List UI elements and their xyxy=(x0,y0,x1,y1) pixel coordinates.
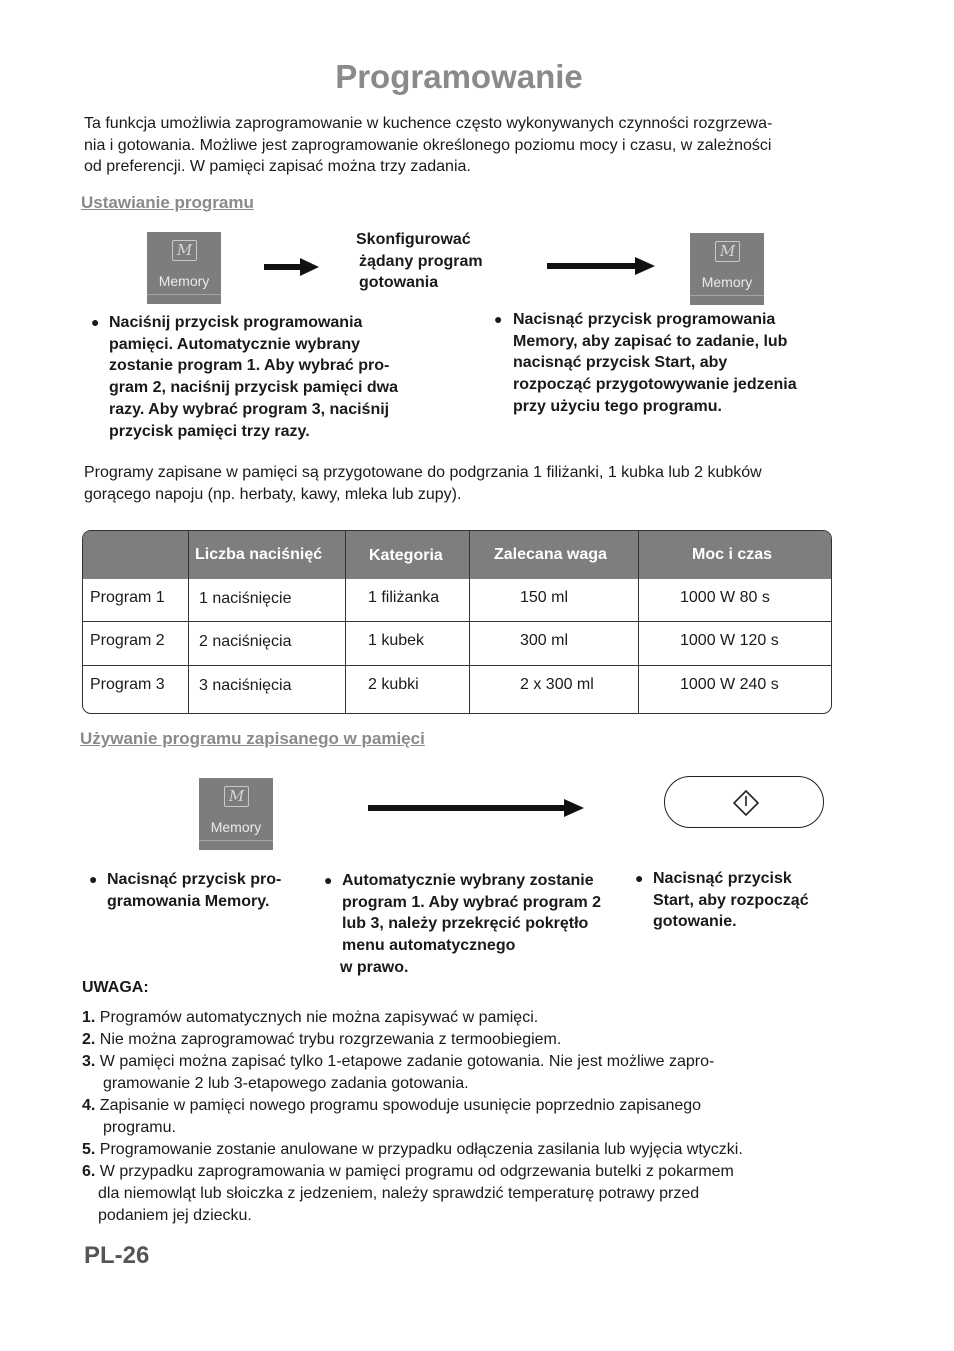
table-cell-presses: 1 naciśnięcie xyxy=(199,590,292,607)
configure-program-text xyxy=(356,229,483,294)
table-cell-presses: 3 naciśnięcia xyxy=(199,677,292,694)
note-text: W przypadku zaprogramowania w pamięci programu od odgrzewania butelki z pokarmem dla niemowląt lub słoiczka z jedzeniem, należy sprawdzić temperaturę potrawy przed podaniem jej dziecku. xyxy=(98,1163,734,1224)
intro-text: Ta funkcja umożliwia zaprogramowanie w kuchence często wykonywanych czynności rozgrzewa- nia i gotowania. Możliwe jest zaprogramowanie określonego poziomu mocy i czasu, w zależności od preferencji. W pamięci zapisać można trzy zadania. xyxy=(84,115,773,175)
note-number: 4. xyxy=(82,1097,96,1114)
memory-key-divider xyxy=(147,294,221,295)
table-cell-category: 2 kubki xyxy=(368,676,419,693)
table-cell-weight: 2 x 300 ml xyxy=(520,676,594,693)
table-divider xyxy=(83,621,831,622)
bullet-icon: ● xyxy=(494,311,503,327)
table-cell-presses: 2 naciśnięcia xyxy=(199,633,292,650)
arrow-right-icon xyxy=(547,256,657,276)
arrow-right-icon xyxy=(368,798,586,818)
bullet-icon: ● xyxy=(89,871,98,887)
use-step-3-text: Nacisnąć przycisk Start, aby rozpocząć gotowanie. xyxy=(653,870,809,931)
note-item xyxy=(82,1139,862,1161)
table-cell-weight: 150 ml xyxy=(520,589,569,606)
table-divider xyxy=(83,665,831,666)
memory-m-icon: M xyxy=(172,240,197,261)
arrow-right-icon xyxy=(264,257,320,277)
table-header-category: Kategoria xyxy=(346,531,470,579)
table-header-power-time: Moc i czas xyxy=(639,531,832,579)
note-text: W pamięci można zapisać tylko 1-etapowe zadanie gotowania. Nie jest możliwe zapro- gramowanie 2 lub 3-etapowego zadania gotowania. xyxy=(99,1053,715,1092)
start-button[interactable] xyxy=(664,776,824,828)
bullet-icon: ● xyxy=(635,870,644,886)
note-item xyxy=(82,1051,862,1095)
note-item xyxy=(82,1161,862,1227)
page-title: Programowanie xyxy=(335,58,583,95)
memory-button[interactable] xyxy=(690,233,764,305)
table-header-empty xyxy=(83,531,189,579)
memory-m-icon: M xyxy=(715,241,740,262)
table-cell-power-time: 1000 W 240 s xyxy=(680,676,779,693)
memory-button-label: Memory xyxy=(701,274,753,290)
memory-button-label: Memory xyxy=(210,819,262,835)
table-cell-weight: 300 ml xyxy=(520,632,569,649)
programs-note: Programy zapisane w pamięci są przygotowane do podgrzania 1 filiżanki, 1 kubka lub 2 kubków gorącego napoju (np. herbaty, kawy, mleka lub zupy). xyxy=(84,464,762,503)
table-cell-program: Program 1 xyxy=(90,589,165,606)
step-save-program-text: Nacisnąć przycisk programowania Memory, aby zapisać to zadanie, lub nacisnąć przycisk Start, aby rozpocząć przygotowywanie jedzenia przy użyciu tego programu. xyxy=(513,311,797,415)
memory-m-icon: M xyxy=(224,786,249,807)
table-cell-program: Program 2 xyxy=(90,632,165,649)
memory-button[interactable] xyxy=(199,778,273,850)
note-number: 5. xyxy=(82,1141,96,1158)
memory-key-divider xyxy=(690,295,764,296)
note-text: Programów automatycznych nie można zapisywać w pamięci. xyxy=(99,1009,539,1026)
use-step-1-text: Nacisnąć przycisk pro- gramowania Memory. xyxy=(107,871,282,910)
memory-button-label: Memory xyxy=(158,273,210,289)
bullet-icon: ● xyxy=(91,314,100,330)
intro-paragraph xyxy=(84,113,844,178)
table-cell-power-time: 1000 W 80 s xyxy=(680,589,770,606)
note-item xyxy=(82,1029,862,1051)
step-select-program-text: Naciśnij przycisk programowania pamięci. Automatycznie wybrany zostanie program 1. Aby wybrać pro- gram 2, naciśnij przycisk pamięci dwa razy. Aby wybrać program 3, naciśnij przycisk pamięci trzy razy. xyxy=(109,314,399,440)
configure-line-2: żądany program xyxy=(359,252,483,270)
table-cell-category: 1 filiżanka xyxy=(368,589,440,606)
note-item xyxy=(82,1007,862,1029)
table-divider xyxy=(188,531,189,713)
table-cell-power-time: 1000 W 120 s xyxy=(680,632,779,649)
configure-line-3: gotowania xyxy=(359,274,439,292)
page-number: PL-26 xyxy=(84,1242,150,1269)
table-divider xyxy=(345,531,346,713)
note-number: 3. xyxy=(82,1053,96,1070)
start-diamond-icon xyxy=(733,790,759,816)
table-header-presses: Liczba naciśnięć xyxy=(189,531,346,579)
note-text: Zapisanie w pamięci nowego programu spowoduje usunięcie poprzednio zapisanego programu. xyxy=(99,1097,702,1136)
table-header-weight: Zalecana waga xyxy=(470,531,639,579)
note-number: 1. xyxy=(82,1009,96,1026)
configure-line-1: Skonfigurować xyxy=(356,231,471,248)
notes-heading: UWAGA: xyxy=(82,979,149,996)
note-item xyxy=(82,1095,862,1139)
table-divider xyxy=(469,531,470,713)
section-heading-set-program: Ustawianie programu xyxy=(81,193,254,212)
use-step-2-text: Automatycznie wybrany zostanie program 1. Aby wybrać program 2 lub 3, należy przekręcić pokrętło menu automatycznego w prawo. xyxy=(340,872,602,976)
table-divider xyxy=(638,531,639,713)
note-number: 2. xyxy=(82,1031,96,1048)
table-cell-category: 1 kubek xyxy=(368,632,425,649)
section-heading-use-program: Używanie programu zapisanego w pamięci xyxy=(80,729,425,748)
bullet-icon: ● xyxy=(324,872,333,888)
programs-table xyxy=(82,530,832,714)
table-cell-program: Program 3 xyxy=(90,676,165,693)
note-number: 6. xyxy=(82,1163,96,1180)
note-text: Nie można zaprogramować trybu rozgrzewania z termoobiegiem. xyxy=(99,1031,562,1048)
memory-button[interactable] xyxy=(147,232,221,304)
notes-block xyxy=(82,977,862,1227)
note-text: Programowanie zostanie anulowane w przypadku odłączenia zasilania lub wyjęcia wtyczki. xyxy=(99,1141,743,1158)
memory-key-divider xyxy=(199,840,273,841)
